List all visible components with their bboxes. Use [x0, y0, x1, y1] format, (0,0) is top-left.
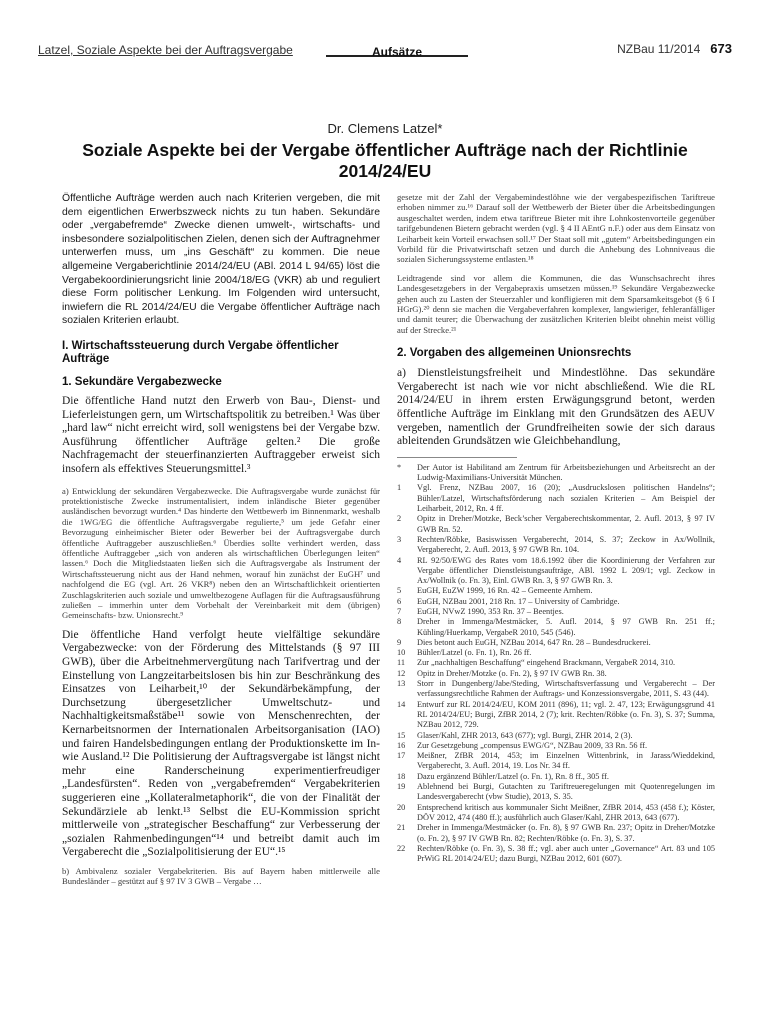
- footnote-number: 10: [397, 648, 406, 658]
- page-number: 673: [710, 41, 732, 56]
- footnote: [397, 803, 715, 824]
- footnote-text: Glaser/Kahl, ZHR 2013, 643 (677); vgl. Burgi, ZHR 2014, 2 (3).: [417, 730, 633, 740]
- footnote-text: EuGH, NZBau 2001, 218 Rn. 17 – University of Cambridge.: [417, 596, 620, 606]
- footnote: [397, 648, 715, 658]
- running-header-right: [617, 41, 732, 56]
- footnote-number: 13: [397, 679, 406, 689]
- footnote: [397, 535, 715, 556]
- journal-issue: NZBau 11/2014: [617, 42, 701, 56]
- footnote: [397, 823, 715, 844]
- footnote: [397, 597, 715, 607]
- footnote-text: Entsprechend kritisch aus kommunaler Sicht Meißner, ZfBR 2014, 453 (458 f.); Köster, DÖV 2012, 474 (480 ff.); ausführlich auch Glaser/Kahl, ZHR 2013, 643 (677).: [417, 802, 715, 822]
- footnote-number: 7: [397, 607, 402, 616]
- footnote-text: Dreher in Immenga/Mestmäcker, 5. Aufl. 2014, § 97 GWB Rn. 251 ff.; Kühling/Huerkamp, VergabeR 2010, 545 (546).: [417, 617, 715, 637]
- footnote-rule: [397, 457, 517, 458]
- footnote-number: 9: [397, 637, 402, 647]
- footnote-number: 6: [397, 596, 402, 606]
- footnote-number: 11: [397, 658, 405, 668]
- body-paragraph: a) Dienstleistungsfreiheit und Mindestlöhne. Das sekundäre Vergaberecht ist nach wie vor nicht abschließend. Wie die RL 2014/24/EU in ihrem ersten Erwägungsgrund betont, werden öffentliche Aufträge im Einklang mit den Grundsätzen des AEUV vergeben, namentlich der Grundfreiheiten sowie der sich daraus ableitenden Grundsätzen wie Gleichbehandlung,: [397, 367, 715, 448]
- footnote-text: Bühler/Latzel (o. Fn. 1), Rn. 26 ff.: [417, 648, 532, 658]
- small-print-note: b) Ambivalenz sozialer Vergabekriterien. Bis auf Bayern haben mittlerweile alle Bundesländer – gestützt auf § 97 IV 3 GWB – Vergabe …: [62, 865, 380, 887]
- subsection-heading-2: 2. Vorgaben des allgemeinen Unionsrechts: [397, 347, 632, 360]
- footnote: [397, 741, 715, 751]
- footnote: [397, 463, 715, 484]
- footnote-text: Opitz in Dreher/Motzke, Beck’scher Vergaberechtskommentar, 2. Aufl. 2013, § 97 IV GWB Rn. 52.: [417, 514, 715, 534]
- footnote-text: Opitz in Dreher/Motzke (o. Fn. 2), § 97 IV GWB Rn. 38.: [417, 668, 607, 678]
- footnote-text: Rechten/Röbke, Basiswissen Vergaberecht, 2014, S. 37; Zeckow in Ax/Wollnik, Vergaberecht, 2. Aufl. 2013, § 97 GWB Rn. 104.: [417, 534, 715, 555]
- footnote-text: EuGH, NVwZ 1990, 353 Rn. 37 – Beentjes.: [417, 607, 564, 616]
- footnote: [397, 638, 715, 648]
- footnote-text: Rechten/Röbke (o. Fn. 3), S. 38 ff.; vgl. aber auch unter „Governance“ Art. 83 und 105 PrWiG RL 2014/24/EU; dazu Burgi, NZBau 2012, 601 (607).: [417, 843, 715, 864]
- section-label: Aufsätze: [371, 45, 422, 59]
- footnote-text: Zur Gesetzgebung „compensus EWG/G“, NZBau 2009, 33 Rn. 56 ff.: [417, 740, 648, 750]
- footnote: [397, 586, 715, 596]
- footnote-number: 1: [397, 483, 402, 493]
- footnote-number: 21: [397, 823, 406, 833]
- footnote: [397, 483, 715, 514]
- footnote-number: 4: [397, 555, 402, 565]
- footnote-text: Zur „nachhaltigen Beschaffung“ eingehend Brackmann, VergabeR 2014, 310.: [417, 658, 676, 668]
- footnote: [397, 751, 715, 772]
- footnote-text: RL 92/50/EWG des Rates vom 18.6.1992 über die Koordinierung der Verfahren zur Vergabe öffentlicher Dienstleistungsaufträge, ABl. 1992 L 209/1; vgl. Zeckow in Ax/Wollnik (o. Fn. 3), Einl. GWB Rn. 3, § 97 GWB Rn. 3.: [417, 555, 715, 586]
- footnote-number: 19: [397, 782, 406, 792]
- footnote-text: Storr in Dungenberg/Jabe/Steding, Wirtschaftsverfassung und Vergaberecht – Der verfassungsrechtliche Rahmen der Auftrags- und Konzessionsvergabe, 2011, S. 43 (44).: [417, 679, 715, 699]
- footnote: [397, 514, 715, 535]
- footnote-text: Dazu ergänzend Bühler/Latzel (o. Fn. 1), Rn. 8 ff., 305 ff.: [417, 771, 609, 781]
- footnote: [397, 700, 715, 731]
- article-title: Soziale Aspekte bei der Vergabe öffentlicher Aufträge nach der Richtlinie 2014/24/EU: [82, 140, 688, 181]
- footnote-number: 20: [397, 802, 406, 812]
- body-paragraph: Die öffentliche Hand nutzt den Erwerb von Bau-, Dienst- und Lieferleistungen gern, um Wirtschaftspolitik zu betreiben.¹ Was über „hard law“ nicht erreicht wird, soll wenigstens bei der Vergabe bzw. Ausführung öffentlicher Aufträge gelten.² Die große Nachfragemacht der steuerfinanzierten Auftraggeber erweist sich insofern als effektives Steuerungsmittel.³: [62, 394, 380, 475]
- subsection-heading-1: 1. Sekundäre Vergabezwecke: [62, 375, 222, 388]
- footnote: [397, 617, 715, 638]
- footnote-text: Entwurf zur RL 2014/24/EU, KOM 2011 (896), 11; vgl. 2. 47, 123; Erwägungsgrund 41 RL 2014/24/EU; Burgi, ZfBR 2014, 2 (7); krit. Rechten/Röbke (o. Fn. 3), S. 37; Summa, NZBau 2012, 729.: [417, 699, 715, 730]
- footnote-number: 8: [397, 617, 402, 627]
- footnote: [397, 669, 715, 679]
- footnote: [397, 658, 715, 668]
- body-paragraph: Die öffentliche Hand verfolgt heute vielfältige sekundäre Vergabezwecke: von der Förderung des Mittelstands (§ 97 III GWB), über die Arbeitnehmervergütung nach Tarifvertrag und der Einstellung von Langzeitarbeitslosen bis hin zur Beschränkung des Einsatzes von Leiharbeit,¹⁰ der Sekundärbekämpfung, der Durchsetzung übergesetzlicher Umweltschutz- und Nachhaltigkeitsmaßstäbe¹¹ sowie von Menschenrechten, der Kernarbeitsnormen der Internationalen Arbeitsorganisation (IAO) und fairen Handelsbedingungen entlang der Produktionskette im In- wie Ausland.¹² Die Politisierung der Auftragsvergabe ist längst nicht mehr eine Randerscheinung experimentierfreudiger „Landesfürsten“. Reden von „vergabefremden“ Vergabekriterien suggerieren eine „Kollateralmetaphorik“, die von der Finalität der Sekundärziele ab lenkt.¹³ Selbst die EU-Kommission spricht mittlerweile von „strategischer Beschaffung“ zur Verbesserung der „sozialen Rahmenbedingungen“¹⁴ und betreibt damit auch im Vergaberecht die „Sozialpolitisierung der EU“.¹⁵: [62, 628, 380, 859]
- footnote-number: 14: [397, 699, 406, 709]
- footnote-number: 16: [397, 740, 406, 750]
- footnote: [397, 731, 715, 741]
- footnote-number: 3: [397, 534, 402, 544]
- footnote-text: Ablehnend bei Burgi, Gutachten zu Tariftreueregelungen mit Quotenregelungen im Landesvergaberecht (vbw Studie), 2013, S. 35.: [417, 782, 715, 802]
- section-heading-1: I. Wirtschaftssteuerung durch Vergabe öffentlicher Aufträge: [62, 339, 339, 366]
- running-header-left: Latzel, Soziale Aspekte bei der Auftragsvergabe: [38, 43, 293, 57]
- footnote-number: 12: [397, 668, 406, 678]
- small-print-note: Leidtragende sind vor allem die Kommunen, die das Wunschsachrecht ihres Landesgesetzgebers in der Vergabepraxis umsetzen müssen.¹⁹ Sekundäre Vergabezwecke gehen auch zu Lasten der Steuerzahler und konfligieren mit dem Sparsamkeitsgebot (§ 6 I HGrG).²⁰ denn sie machen die Vergabeverfahren komplexer, langwieriger, fehleranfälliger und damit teurer; die Überwachung der zusätzlichen Kriterien bleibt ohnehin meist völlig auf der Strecke.²¹: [397, 272, 715, 335]
- footnote-number: 15: [397, 730, 406, 740]
- right-column: [397, 192, 715, 864]
- footnotes: [397, 463, 715, 865]
- footnote-number: 18: [397, 771, 406, 781]
- footnote-text: Der Autor ist Habilitand am Zentrum für Arbeitsbeziehungen und Arbeitsrecht an der Ludwig-Maximilians-Universität München.: [417, 462, 715, 483]
- footnote-number: 2: [397, 514, 402, 524]
- footnote-text: Dreher in Immenga/Mestmäcker (o. Fn. 8), § 97 GWB Rn. 237; Opitz in Dreher/Motzke (o. Fn. 2), § 97 IV GWB Rn. 82; Rechten/Röbke (o. Fn. 3), S. 37.: [417, 823, 715, 843]
- footnote-number: 22: [397, 843, 406, 853]
- footnote-text: EuGH, EuZW 1999, 16 Rn. 42 – Gemeente Arnhem.: [417, 586, 593, 596]
- abstract: Öffentliche Aufträge werden auch nach Kriterien vergeben, die mit dem eigentlichen Erwerbszweck nichts zu tun haben. Sekundäre oder „vergabefremde“ Zwecke dienen umwelt-, wirtschafts- und insbesondere sozialpolitischen Zielen, denen sich der Auftragnehmer unterwerfen muss, um „ins Geschäft“ zu kommen. Die neue allgemeine Vergaberichtlinie 2014/24/EU (ABl. 2014 L 94/65) löst die Vergabekoordinierungsricht linie 2004/18/EG (VKR) ab und reguliert diese Form politischer Lenkung. Im Folgenden wird untersucht, inwiefern die RL 2014/24/EU die Vergabe öffentlicher Aufträge nach sozialen Kriterien erlaubt.: [62, 193, 380, 327]
- footnote-text: Vgl. Frenz, NZBau 2007, 16 (20); „Ausdruckslosen politischen Handelns“; Bühler/Latzel, Wirtschaftsförderung nach sozialen Kriterien – Am Beispiel der Leiharbeit, 2012, Rn. 4 ff.: [417, 483, 715, 514]
- footnote-number: *: [397, 462, 402, 472]
- article-author: Dr. Clemens Latzel*: [327, 121, 443, 136]
- footnote: [397, 844, 715, 865]
- footnote: [397, 782, 715, 803]
- footnote-text: Dies betont auch EuGH, NZBau 2014, 647 Rn. 28 – Bundesdruckerei.: [417, 637, 651, 647]
- footnote-text: Meißner, ZfBR 2014, 453; im Einzelnen Wittenbrink, in Jarass/Wieddekind, Vergaberecht, 3. Aufl. 2014, 19. Los Nr. 34 ff.: [417, 751, 715, 771]
- left-column: [62, 192, 380, 887]
- footnote-number: 5: [397, 586, 402, 596]
- small-print-note: gesetze mit der Zahl der Vergabemindestlöhne wie der vergabespezifischen Tariftreue erhoben nimmer zu.¹⁶ Darauf soll der Wettbewerb der Bieter über die Arbeitsbedingungen ausgeschaltet werden, indem etwa tariftreue Bieter mit ihre Lohnkostenvorteile gegenüber tarifgebundenen Bietern gebracht werden (vgl. § 4 II AEntG n.F.) oder aus dem Einsatz von Leiharbeit kein Vorteil erwachsen soll.¹⁷ Der Staat soll mit „gutem“ Arbeitsbedingungen ein Vorbild für die Privatwirtschaft setzen und durch die Anhebung des Lohnniveaus die sozialen Sicherungssysteme entlasten.¹⁸: [397, 192, 715, 265]
- footnote: [397, 556, 715, 587]
- small-print-note: a) Entwicklung der sekundären Vergabezwecke. Die Auftragsvergabe wurde zunächst für protektionistische Zwecke instrumentalisiert, indem inländische Bieter gegenüber ausländischen bevorzugt wurden.⁴ Das hinderte den Wettbewerb im Binnenmarkt, weshalb die 1WG/EG die öffentliche Auftragsvergabe regulierte,⁵ um jede Gefahr einer Bevorzugung einheimischer Bieter oder Bewerber bei der Auftragsvergabe durch öffentliche Auftraggeber auszuschließen.⁶ Überdies sollte verhindert werden, dass öffentliche Auftraggeber „sich von anderen als wirtschaftlichen Überlegungen leiten“ lassen.⁶ Doch die Mitgliedstaaten ließen sich die Auftragsvergabe als Instrument der Wirtschaftssteuerung nicht aus der Hand nehmen, worauf hin zunächst der EuGH⁷ und nachfolgend die EG (vgl. Art. 26 VKR⁸) neben den an Wirtschaftlichkeit orientierten Zuschlagskriterien auch soziale und umweltbezogene Auflagen für die Auftragsausführung zuließen – immerhin unter dem Vorbehalt der Vereinbarkeit mit dem (übrigen) Gemeinschafts- bzw. Unionsrecht.⁹: [62, 485, 380, 621]
- footnote: [397, 679, 715, 700]
- footnote-number: 17: [397, 751, 406, 761]
- footnote: [397, 772, 715, 782]
- footnote: [397, 607, 715, 617]
